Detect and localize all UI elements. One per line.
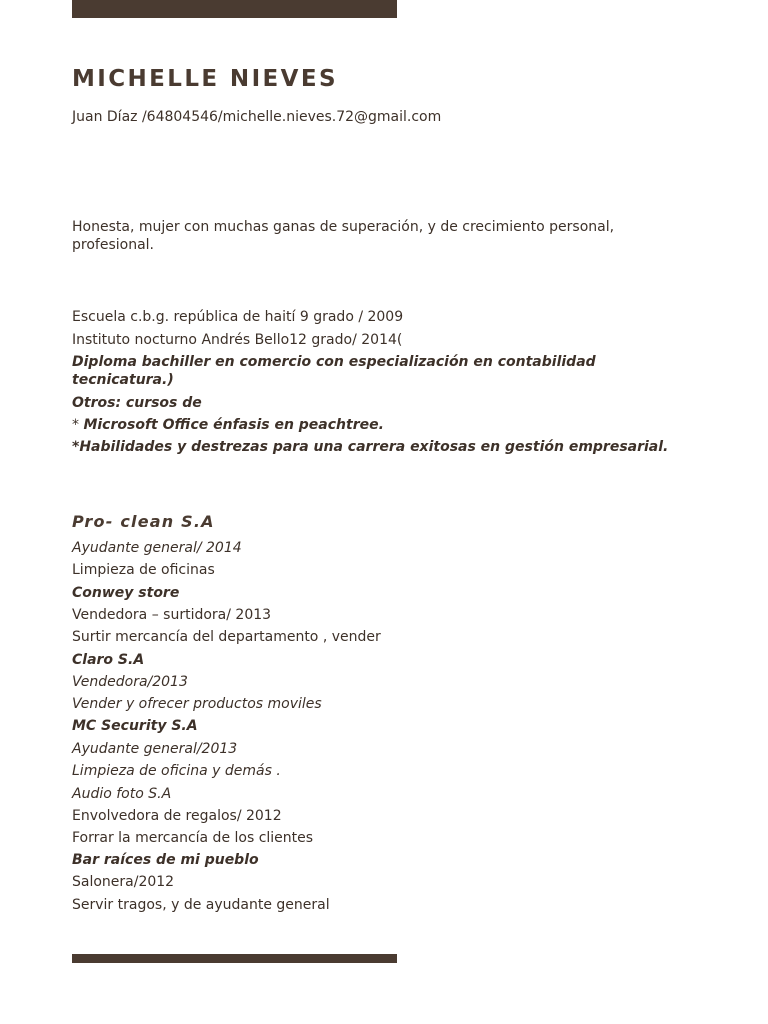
education-office-course (72, 416, 384, 434)
job-title: Salonera/2012 (72, 874, 175, 890)
job-description: Surtir mercancía del departamento , vender (72, 629, 381, 645)
top-decorative-bar (72, 0, 397, 18)
job-title: Vendedora – surtidora/ 2013 (72, 607, 272, 623)
job-description: Servir tragos, y de ayudante general (72, 897, 330, 913)
office-course-label: Microsoft Office énfasis en peachtree. (83, 417, 384, 433)
job-title: Ayudante general/2013 (72, 741, 238, 757)
job-title: Ayudante general/ 2014 (72, 540, 242, 556)
job-description: Vender y ofrecer productos moviles (72, 696, 322, 712)
job-title: Envolvedora de regalos/ 2012 (72, 808, 282, 824)
education-diploma: Diploma bachiller en comercio con especialización en contabilidad tecnicatura.) (72, 354, 596, 388)
company-name: Bar raíces de mi pueblo (72, 852, 259, 868)
profile-text: Honesta, mujer con muchas ganas de superación, y de crecimiento personal, profesional. (72, 219, 615, 253)
company-name: Claro S.A (72, 652, 145, 668)
job-description: Forrar la mercancía de los clientes (72, 830, 314, 846)
company-name: MC Security S.A (72, 718, 198, 734)
candidate-name: MICHELLE NIEVES (72, 66, 338, 92)
office-bullet: * (72, 417, 84, 433)
job-description: Limpieza de oficinas (72, 562, 215, 578)
education-other-courses: Otros: cursos de (72, 395, 202, 411)
job-title: Vendedora/2013 (72, 674, 188, 690)
education-line-school: Escuela c.b.g. república de haití 9 grado / 2009 (72, 309, 404, 325)
company-pro-clean: Pro- clean S.A (72, 512, 215, 531)
education-skills: *Habilidades y destrezas para una carrera exitosas en gestión empresarial. (72, 439, 669, 455)
contact-line: Juan Díaz /64804546/michelle.nieves.72@gmail.com (72, 109, 442, 125)
bottom-decorative-bar (72, 954, 397, 963)
education-line-institute: Instituto nocturno Andrés Bello12 grado/ 2014( (72, 332, 403, 348)
job-description: Limpieza de oficina y demás . (72, 763, 281, 779)
company-name: Conwey store (72, 585, 180, 601)
company-name: Audio foto S.A (72, 786, 172, 802)
